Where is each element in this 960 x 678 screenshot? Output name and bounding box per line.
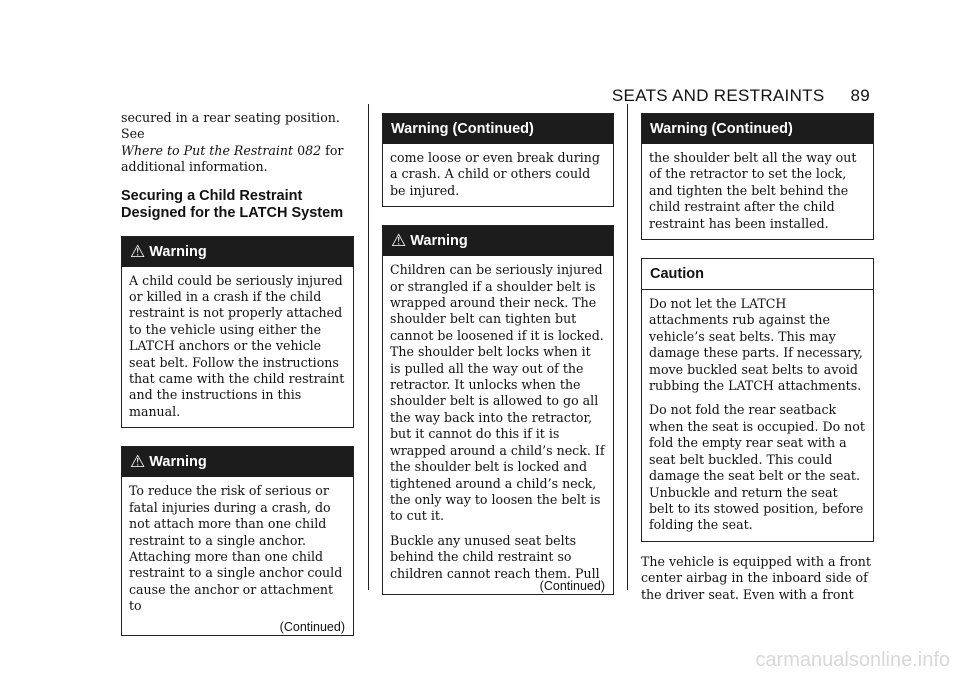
caution-header: Caution (642, 259, 873, 290)
warning-body: A child could be seriously injured or killed in a crash if the child restraint is not properly attached to the vehicle using either the LATCH anchors or the vehicle seat belt. Follow the instructions that came with the child restraint and the instructions in this manual. (129, 272, 345, 419)
column-3 (641, 113, 874, 611)
section-subheading: Securing a Child Restraint Designed for the LATCH System (121, 187, 344, 221)
caution-body: Do not let the LATCH attachments rub against the vehicle’s seat belts. This may damage these parts. If necessary, move buckled seat belts to avoid rubbing the LATCH attachments. Do not fold the rear seatback when the seat is occupied. Do not fold the empty rear seat with a seat belt buckled. This could damage the seat belt or the seat. Unbuckle and return the seat belt to its stowed position, before folding the seat. (649, 296, 865, 533)
warning-continued-box (382, 113, 614, 207)
page-number: 89 (850, 86, 870, 105)
page-ref-arrow-icon: 0 (297, 142, 306, 158)
continued-label: (Continued) (539, 578, 605, 593)
warning-continued-box (641, 113, 874, 240)
warning-header: Warning (Continued) (383, 114, 613, 144)
intro-paragraph: secured in a rear seating position. See Where to Put the Restraint 082 for additional information. (121, 110, 344, 175)
cross-reference-link[interactable]: Where to Put the Restraint (121, 142, 294, 158)
warning-body: Children can be seriously injured or strangled if a shoulder belt is wrapped around their neck. The shoulder belt can tighten but cannot be loosened if it is locked. The shoulder belt locks when it is pulled all the way out of the retractor. It unlocks when the shoulder belt is allowed to go all the way back into the retractor, but it cannot do this if it is wrapped around a child’s neck. If the shoulder belt is locked and tightened around a child’s neck, the only way to loosen the belt is to cut it. Buckle any unused seat belts behind the child restraint so children cannot reach them. Pull (Continued) (390, 262, 605, 593)
column-divider (368, 104, 369, 590)
column-1 (121, 110, 354, 654)
warning-header: ⚠ Warning (122, 447, 353, 477)
warning-triangle-icon: ⚠ (130, 241, 146, 261)
outro-paragraph: The vehicle is equipped with a front center airbag in the inboard side of the driver seat. Even with a front (641, 553, 871, 602)
section-title: SEATS AND RESTRAINTS (611, 86, 825, 105)
column-divider (627, 104, 628, 590)
warning-triangle-icon: ⚠ (130, 452, 146, 472)
warning-box (382, 225, 614, 595)
caution-box (641, 258, 874, 542)
warning-body: the shoulder belt all the way out of the retractor to set the lock, and tighten the belt behind the child restraint after the child restraint has been installed. (649, 150, 857, 231)
page-ref[interactable]: 82 (305, 142, 322, 158)
warning-triangle-icon: ⚠ (391, 231, 407, 251)
warning-box (121, 446, 354, 635)
warning-body: To reduce the risk of serious or fatal injuries during a crash, do not attach more than one child restraint to a single anchor. Attaching more than one child restraint to a single anchor could cause the anchor or attachment to (Continued) (129, 483, 345, 634)
continued-label: (Continued) (279, 619, 345, 634)
column-2 (382, 113, 614, 613)
watermark: carmanualsonline.info (755, 649, 950, 671)
warning-header: Warning (Continued) (642, 114, 873, 144)
warning-header: ⚠ Warning (122, 237, 353, 267)
warning-body: come loose or even break during a crash. A child or others could be injured. (390, 150, 600, 198)
warning-header: ⚠ Warning (383, 226, 613, 256)
warning-box (121, 236, 354, 429)
page-header (612, 86, 870, 106)
